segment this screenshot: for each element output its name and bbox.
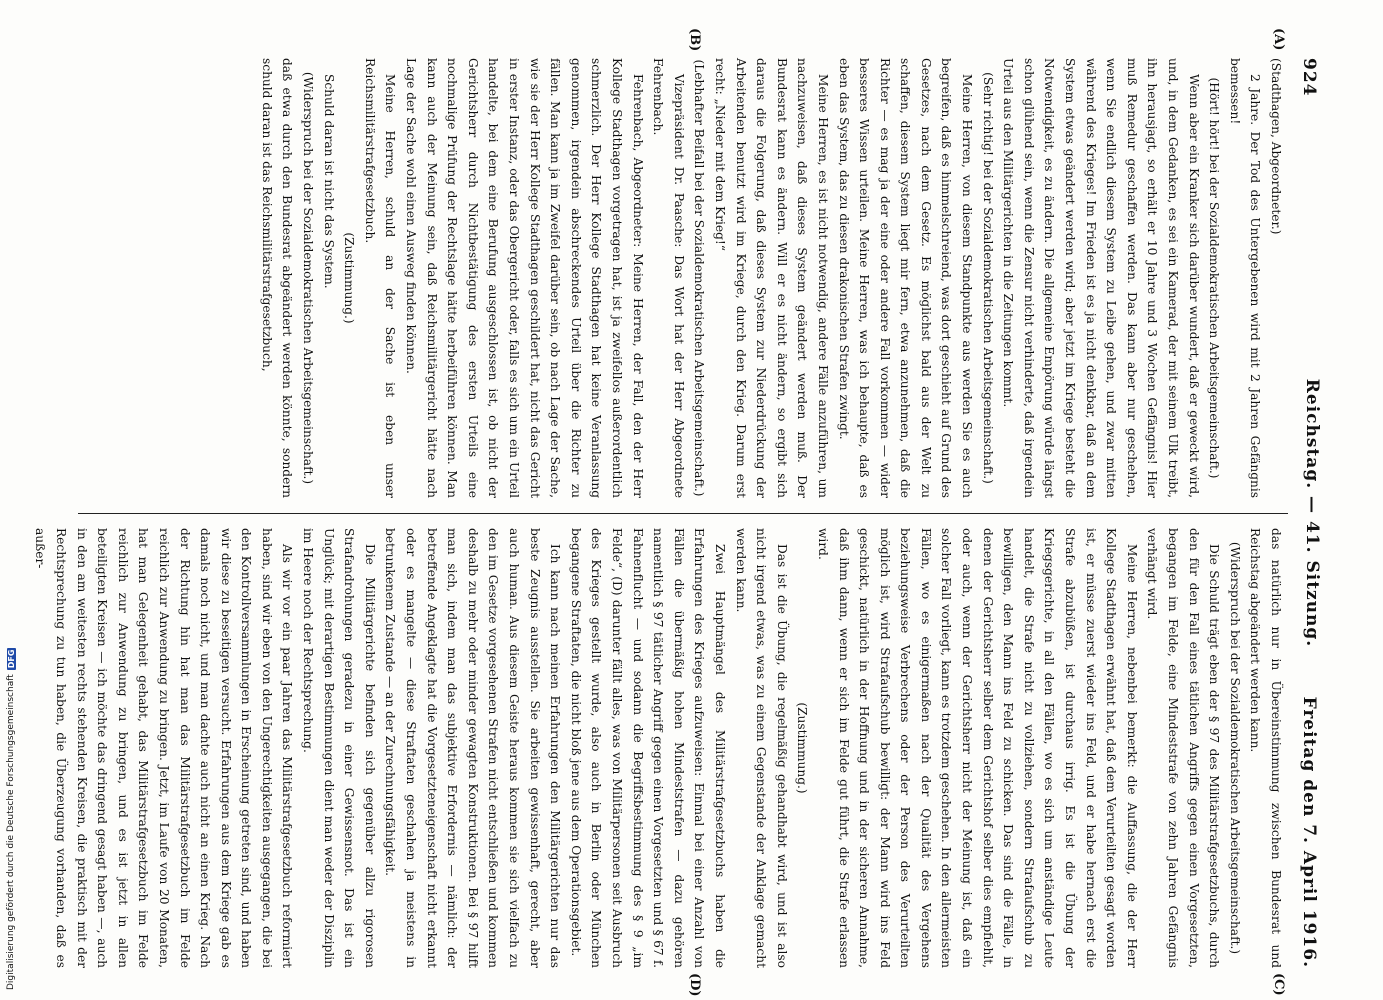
interjection: (Hört! hört! bei der Sozialdemokratischen Arbeitsgemeinschaft.) bbox=[1207, 77, 1222, 479]
session-date: Freitag den 7. April 1916. bbox=[1299, 696, 1319, 968]
paragraph: Meine Herren, von diesem Standpunkte aus werden Sie es auch begreifen, daß es himmelschreiend, was dort geschieht auf Grund des Gesetzes, nach dem Gesetz. Es möglichst bald aus der Welt zu schaffen, diesem System liegt mir fern, etwa anzunehmen, daß die Richter — es mag ja der eine oder andere Fall vorkommen — wider besseres Wissen urteilen. Meine Herren, was ich behaupte, daß es eben das System, das zu diesen drakonischen Strafen zwingt. bbox=[836, 58, 975, 498]
paragraph: Als wir vor ein paar Jahren das Militärstrafgesetzbuch reformiert haben, sind wir eben von den Ungerechtigkeiten ausgegangen, die bei den Kontrollversammlungen in Erscheinung getreten sind, und haben wir diese zu beseitigen versucht. Erfahrungen aus dem Kriege gab es damals noch nicht, und man dachte auch nicht an einen Krieg. Nach der Richtung hin hat man das Militärstrafgesetzbuch im Felde reichlich zur Anwendung zu bringen. Jetzt, im Laufe von 20 Monaten, hat man Gelegenheit gehabt, das Militärstrafgesetzbuch im Felde reichlich zur Anwendung zu bringen, und es ist jetzt in allen beteiligten Kreisen — ich möchte das dringend gesagt haben —, auch in den am weitesten rechts stehenden Kreisen, die praktisch mit der Rechtsprechung zu tun haben, die Überzeugung vorhanden, daß es außer- bbox=[33, 528, 295, 968]
interjection: (Zustimmung.) bbox=[342, 232, 357, 324]
margin-marker-d: (D) bbox=[687, 973, 702, 997]
interjection: (Lebhafter Beifall bei der Sozialdemokratischen Arbeitsgemeinschaft.) bbox=[692, 59, 707, 497]
paragraph: daß etwa durch den Bundesrat abgeändert werden könnte, sondern schuld daran ist das Reichsmilitärstrafgesetzbuch, bbox=[259, 58, 295, 498]
paragraph: Die Militärgerichte befinden sich gegenüber allzu rigorosen Strafandrohungen geradezu in einer Gewissensnot. Das ist ein Unglück; mit derartigen Bestimmungen dient man weder der Disziplin im Heere noch der Rechtsprechung. bbox=[301, 528, 377, 968]
paragraph: Schuld daran ist nicht das System. bbox=[321, 74, 336, 289]
interjection: (Widerspruch bei der Sozialdemokratischen Arbeitsgemeinschaft.) bbox=[301, 71, 316, 485]
interjection: (Zustimmung.) bbox=[795, 702, 810, 794]
paragraph: Meine Herren, schuld an der Sache ist eben unser Reichsmilitärstrafgesetzbuch. bbox=[362, 58, 398, 498]
margin-marker-b: (B) bbox=[687, 28, 702, 52]
paragraph: Das ist die Übung, die regelmäßig gehandhabt wird, und ist also nicht irgend etwas, was zu einem Gegenstande der Anklage gemacht werden kann. bbox=[733, 528, 789, 968]
paragraph: 2 Jahre. Der Tod des Untergebenen wird mit 2 Jahren Gefängnis bemessen! bbox=[1227, 58, 1263, 498]
column-divider bbox=[78, 513, 1288, 514]
rotated-page-content bbox=[33, 28, 1322, 997]
right-text-column bbox=[30, 528, 1286, 968]
paragraph: Meine Herren, nebenbei bemerkt: die Auffassung, die der Herr Kollege Stadthagen erwähnt hat, daß dem Verurteilten gesagt worden ist, er müsse zuerst wieder ins Feld, und er habe hernach erst die Strafe abzubüßen, ist durchaus irrig. Es ist die Übung der Kriegsgerichte, in all den Fällen, wo es sich um anständige Leute handelt, die Strafe nicht zu vollziehen, sondern Strafaufschub zu bewilligen, den Mann ins Feld zu schicken. Das sind die Fälle, in denen der Gerichtsherr selber dem Gerichtshof selber dies empfiehlt, oder auch, wenn der Gerichtsherr nicht der Meinung ist, daß ein solcher Fall vorliegt, kann es trotzdem geschehen. In den allermeisten Fällen, wo es einigermaßen nach der Qualität des Vergehens beziehungsweise Verbrechens oder der Person des Verurteilten möglich ist, wird Strafaufschub bewilligt: der Mann wird ins Feld geschickt, natürlich in der Hoffnung und in der sicheren Annahme, daß ihm dann, wenn er sich im Felde gut führt, die Strafe erlassen wird. bbox=[815, 528, 1139, 968]
paragraph: Ich kann nach meinen Erfahrungen den Militärgerichten nur das beste Zeugnis ausstellen. Sie arbeiten gewissenhaft, gerecht, aber auch human. Aus diesem Geiste heraus kommen sie sich vielfach zu den im Gesetze vorgesehenen Strafen nicht entschließen und kommen deshalb zu mehr oder minder gewagten Konstruktionen. Bei § 97 hilft man sich, indem man das subjektive Erfordernis — nämlich: der betreffende Angeklagte hat die Vorgesetzteneigenschaft nicht erkannt oder es mangelte — diese Straftaten geschahen ja meistens in betrunkenem Zustande — an der Zurechnungsfähigkeit. bbox=[383, 528, 563, 968]
paragraph: Wenn aber ein Kranker sich darüber wundert, daß er geweckt wird, und, in dem Gedanken, es sei ein Kamerad, der mit seinem Ulk treibt, ihn herausjagt, so erhält er 10 Jahre und 3 Wochen Gefängnis! Hier muß Remedur geschaffen werden. Das kann aber nur geschehen, wenn Sie endlich diesem System zu Leibe gehen, und zwar mitten während des Krieges! Im Frieden ist es ja nicht denkbar, daß an dem System etwas geändert werden wird; aber jetzt im Kriege besteht die Notwendigkeit, es zu ändern. Die allgemeine Empörung würde längst schon glühend sein, wenn die Zensur nicht verhinderte, daß irgendein Urteil aus den Militärgerichten in die Zeitungen kommt. bbox=[1001, 58, 1201, 498]
page-header bbox=[1296, 58, 1322, 968]
digitization-credit bbox=[6, 648, 16, 990]
paragraph: Vizepräsident Dr. Paasche: Das Wort hat der Herr Abgeordnete Fehrenbach. bbox=[651, 58, 686, 498]
left-text-column bbox=[256, 58, 1286, 498]
paragraph: Die Schuld trägt eben der § 97 des Militärstrafgesetzbuchs, durch den für den Fall eines tätlichen Angriffs gegen einen Vorgesetzten, begangen im Felde, eine Mindeststrafe von zehn Jahren Gefängnis verhängt wird. bbox=[1145, 528, 1222, 968]
interjection: (Widerspruch bei der Sozialdemokratischen Arbeitsgemeinschaft.) bbox=[1227, 541, 1242, 955]
paragraph: Zwei Hauptmängel des Militärstrafgesetzbuchs haben die Erfahrungen des Krieges aufzuweisen: Einmal bei einer Anzahl von Fällen die übermäßig hohen Mindeststrafen — dazu gehören namentlich § 97 tätlicher Angriff gegen einen Vorgesetzten und § 67 f. Fahnenflucht — und sodann die Begriffsbestimmung des § 9 „im Felde“, (D) darunter fällt alles, was von Militärpersonen seit Ausbruch des Krieges gestellt wurde, also auch in Berlin oder München begangene Straftaten, die nicht bloß jene aus dem Operationsgebiet. bbox=[568, 528, 727, 968]
speaker-label: (Stadthagen, Abgeordneter.) bbox=[1269, 58, 1283, 235]
session-title: Reichstag. — 41. Sitzung. bbox=[1302, 378, 1322, 648]
interjection: (Sehr richtig! bei der Sozialdemokratischen Arbeitsgemeinschaft.) bbox=[980, 72, 995, 484]
paragraph: Fehrenbach, Abgeordneter: Meine Herren, der Fall, den der Herr Kollege Stadthagen vorgetragen hat, ist ja zweifellos außerordentlich schmerzlich. Der Herr Kollege Stadthagen hat keine Veranlassung genommen, irgendein abschreckendes Urteil über die Richter zu fällen. Man kann ja im Zweifel darüber sein, ob nach Lage der Sache, wie sie der Herr Kollege Stadthagen geschildert hat, nicht das Gericht in erster Instanz, oder das Obergericht oder, falls es sich um ein Urteil handelte, bei dem eine Berufung ausgeschlossen ist, ob nicht der Gerichtsherr durch Nichtbestätigung des ersten Urteils eine nochmalige Prüfung der Rechtslage hätte herbeiführen können. Man kann auch der Meinung sein, daß Reichsmilitärgericht hätte nach Lage der Sache wohl einen Ausweg finden können. bbox=[404, 58, 645, 498]
page-number: 924 bbox=[1299, 58, 1319, 97]
paragraph: Meine Herren, es ist nicht notwendig, andere Fälle anzuführen, um nachzuweisen, daß dieses System geändert werden muß. Der Bundesrat kann es ändern. Will er es nicht ändern, so ergibt sich daraus die Folgerung, daß dieses System zur Niederdrückung der Arbeitenden benutzt wird im Kriege, durch den Krieg. Darum erst recht: „Nieder mit dem Krieg!“ bbox=[712, 58, 830, 498]
paragraph: das natürlich nur in Übereinstimmung zwischen Bundesrat und Reichstag abgeändert werden kann. bbox=[1248, 528, 1283, 968]
margin-marker-a: (A) bbox=[1271, 28, 1286, 51]
margin-marker-c: (C) bbox=[1271, 973, 1286, 996]
credit-text: Digitalisierung gefördert durch die Deutsche Forschungsgemeinschaft bbox=[6, 674, 16, 990]
dfg-logo: DFG bbox=[6, 649, 16, 669]
